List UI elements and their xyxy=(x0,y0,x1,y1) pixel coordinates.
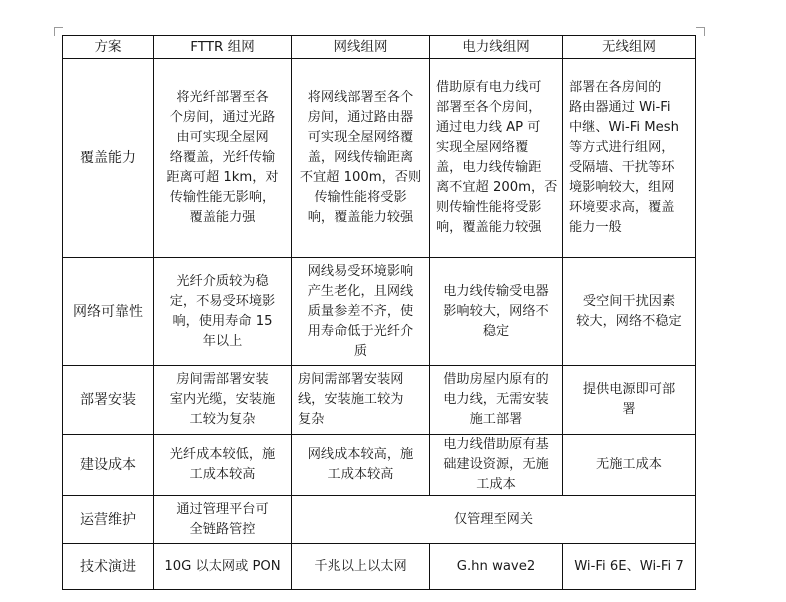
table-row-operations xyxy=(63,496,696,544)
cell-installation-ethernet: 房间需部署安装网 线，安装施工较为 复杂 xyxy=(292,366,430,435)
cell-coverage-fttr: 将光纤部署至各 个房间，通过光路 由可实现全屋网 络覆盖，光纤传输 距离可超 1km，对 传输性能无影响， 覆盖能力强 xyxy=(154,59,292,258)
header-cell-wireless: 无线组网 xyxy=(563,36,696,59)
table-header-row xyxy=(63,36,696,59)
cell-evolution-fttr: 10G 以太网或 PON xyxy=(154,544,292,590)
cell-coverage-powerline: 借助原有电力线可 部署至各个房间， 通过电力线 AP 可 实现全屋网络覆 盖，电力线传输距 离不宜超 200m，否 则传输性能将受影 响，覆盖能力较强 xyxy=(430,59,563,258)
cell-reliability-wireless: 受空间干扰因素 较大，网络不稳定 xyxy=(563,258,696,366)
cell-reliability-powerline: 电力线传输受电器 影响较大，网络不 稳定 xyxy=(430,258,563,366)
table-row-evolution xyxy=(63,544,696,590)
cell-reliability-fttr: 光纤介质较为稳 定，不易受环境影 响，使用寿命 15 年以上 xyxy=(154,258,292,366)
row-label-installation: 部署安装 xyxy=(63,366,154,435)
cell-operations-others: 仅管理至网关 xyxy=(292,496,696,544)
cell-cost-fttr: 光纤成本较低，施 工成本较高 xyxy=(154,435,292,496)
cell-cost-ethernet: 网线成本较高，施 工成本较高 xyxy=(292,435,430,496)
cell-evolution-ethernet: 千兆以上以太网 xyxy=(292,544,430,590)
header-cell-ethernet: 网线组网 xyxy=(292,36,430,59)
row-label-coverage: 覆盖能力 xyxy=(63,59,154,258)
cell-reliability-ethernet: 网线易受环境影响 产生老化，且网线 质量参差不齐，使 用寿命低于光纤介 质 xyxy=(292,258,430,366)
row-label-reliability: 网络可靠性 xyxy=(63,258,154,366)
header-cell-powerline: 电力线组网 xyxy=(430,36,563,59)
header-cell-fttr: FTTR 组网 xyxy=(154,36,292,59)
row-label-evolution: 技术演进 xyxy=(63,544,154,590)
header-cell-scheme: 方案 xyxy=(63,36,154,59)
page-corner-mark-right xyxy=(696,27,705,36)
table-row-reliability xyxy=(63,258,696,366)
cell-evolution-powerline: G.hn wave2 xyxy=(430,544,563,590)
cell-coverage-wireless: 部署在各房间的 路由器通过 Wi-Fi 中继、Wi-Fi Mesh 等方式进行组网， 受隔墙、干扰等环 境影响较大，组网 环境要求高，覆盖 能力一般 xyxy=(563,59,696,258)
cell-installation-fttr: 房间需部署安装 室内光缆，安装施 工较为复杂 xyxy=(154,366,292,435)
cell-installation-wireless: 提供电源即可部 署 xyxy=(563,366,696,435)
cell-cost-wireless: 无施工成本 xyxy=(563,435,696,496)
table-row-installation xyxy=(63,366,696,435)
row-label-operations: 运营维护 xyxy=(63,496,154,544)
cell-cost-powerline: 电力线借助原有基 础建设资源，无施 工成本 xyxy=(430,435,563,496)
cell-installation-powerline: 借助房屋内原有的 电力线，无需安装 施工部署 xyxy=(430,366,563,435)
row-label-cost: 建设成本 xyxy=(63,435,154,496)
cell-operations-fttr: 通过管理平台可 全链路管控 xyxy=(154,496,292,544)
table-row-cost xyxy=(63,435,696,496)
cell-evolution-wireless: Wi-Fi 6E、Wi-Fi 7 xyxy=(563,544,696,590)
table-row-coverage xyxy=(63,59,696,258)
cell-coverage-ethernet: 将网线部署至各个 房间，通过路由器 可实现全屋网络覆 盖，网线传输距离 不宜超 100m，否则 传输性能将受影 响，覆盖能力较强 xyxy=(292,59,430,258)
comparison-table xyxy=(62,35,696,590)
